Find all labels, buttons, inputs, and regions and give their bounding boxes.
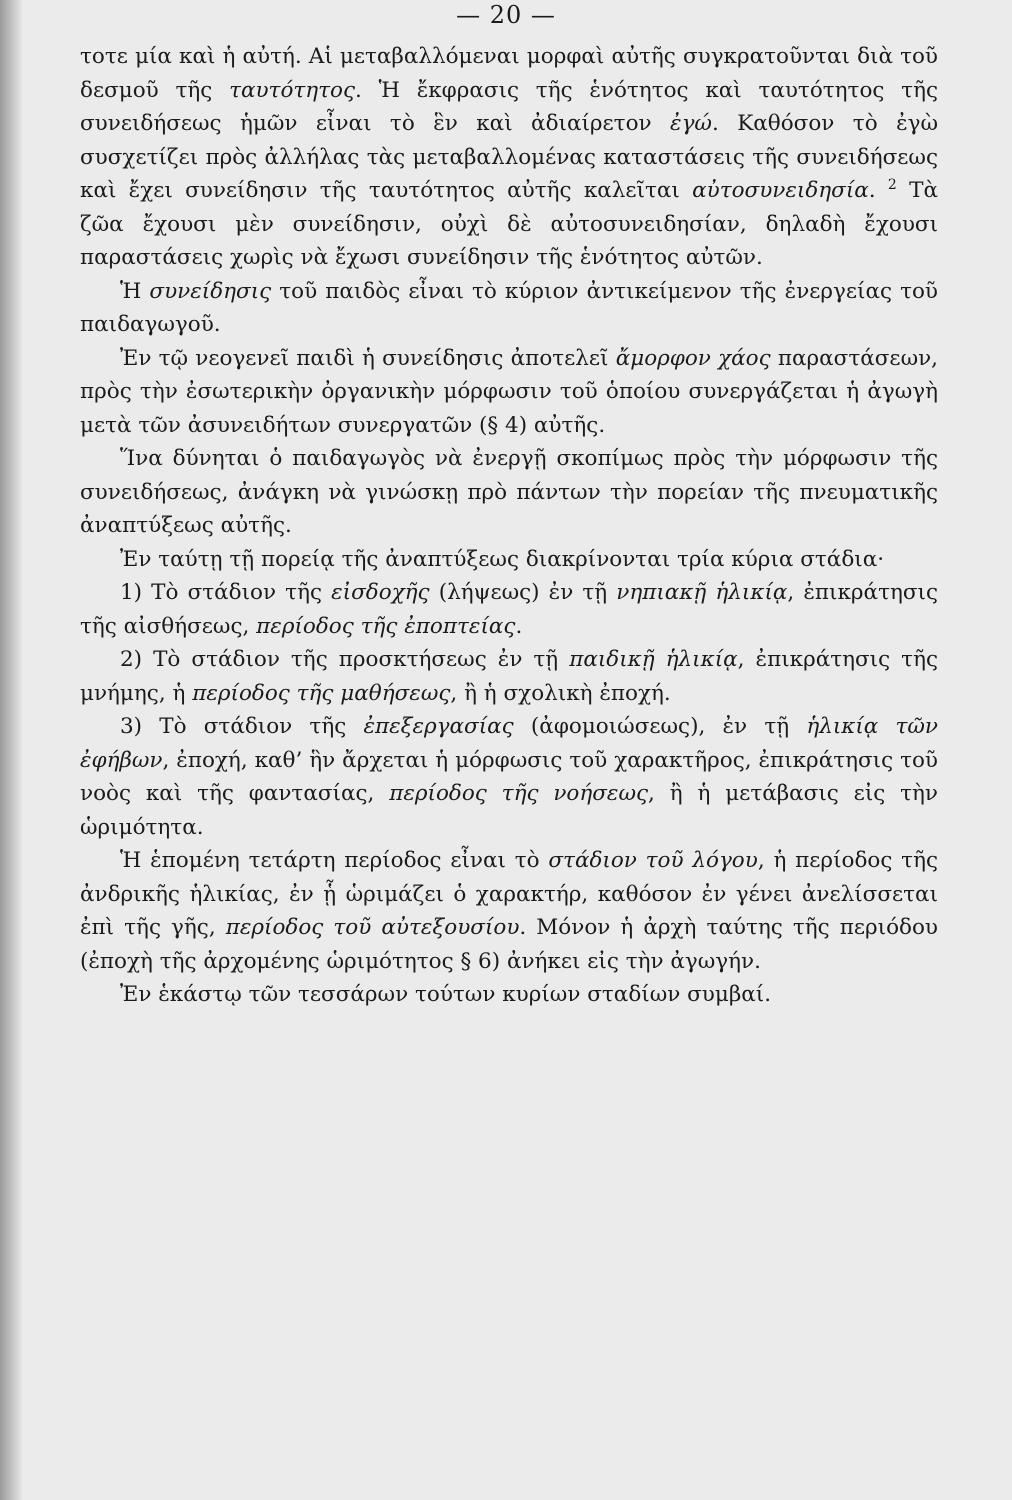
text-segment: . Μόνον ἡ ἀρχὴ ταύτης τῆς περιόδου (ἐποχὴ τῆς ἀρχομένης ὡριμότητος § 6) ἀνήκει εἰς τὴν ἀγωγήν. — [80, 915, 938, 974]
text-segment: Ἐν ταύτῃ τῇ πορείᾳ τῆς ἀναπτύξεως διακρίνονται τρία κύρια στάδια· — [120, 546, 885, 572]
text-segment: Ἡ ἑπομένη τετάρτη περίοδος εἶναι τὸ — [120, 848, 549, 873]
emphasized-text: περίοδος τοῦ αὐτεξουσίου — [225, 915, 520, 940]
paragraph-p1 — [80, 40, 938, 275]
text-segment: τοῦ παιδὸς εἶναι τὸ κύριον ἀντικείμενον τῆς ἐνεργείας τοῦ παιδαγωγοῦ. — [80, 278, 938, 337]
emphasized-text: περίοδος τῆς μαθήσεως — [192, 680, 451, 706]
text-segment: , ἐπικράτησις τῆς μνήμης, ἡ — [80, 647, 938, 706]
paragraph-p7 — [80, 643, 938, 710]
text-segment: . Καθόσον τὸ ἐγὼ συσχετίζει πρὸς ἀλλήλας τὰς μεταβαλλομένας καταστάσεις τῆς συνειδήσεως καὶ ἔχει συνείδησιν τῆς ταυτότητος αὐτῆς καλεῖται — [80, 111, 938, 203]
emphasized-text: εἰσδοχῆς — [331, 580, 430, 605]
text-segment: Ἡ — [120, 278, 150, 304]
text-segment: (λήψεως) ἐν τῇ — [429, 580, 617, 605]
footnote-marker: 2 — [887, 176, 897, 193]
text-segment: Τὰ ζῶα ἔχουσι μὲν συνείδησιν, οὐχὶ δὲ αὐτοσυνειδησίαν, δηλαδὴ ἔχουσι παραστάσεις χωρὶς νὰ ἔχωσι συνείδησιν τῆς ἑνότητος αὐτῶν. — [80, 178, 938, 270]
body-text — [80, 40, 938, 1012]
emphasized-text: αὐτοσυνειδησία — [692, 178, 869, 203]
emphasized-text: παιδικῇ ἡλικίᾳ — [569, 647, 738, 672]
text-segment: παραστάσεων, πρὸς τὴν ἐσωτερικὴν ὀργανικὴν μόρφωσιν τοῦ ὁποίου συνεργάζεται ἡ ἀγωγὴ μετὰ τῶν ἀσυνειδήτων συνεργατῶν (§ 4) αὐτῆς. — [80, 345, 938, 438]
text-segment: , ἢ ἡ μετάβασις εἰς τὴν ὡριμότητα. — [80, 781, 938, 840]
emphasized-text: ἐγώ — [670, 111, 712, 136]
paragraph-p8 — [80, 710, 938, 844]
text-segment: Ἵνα δύνηται ὁ παιδαγωγὸς νὰ ἐνεργῇ σκοπίμως πρὸς τὴν μόρφωσιν τῆς συνειδήσεως, ἀνάγκη νὰ γινώσκῃ πρὸ πάντων τὴν πορείαν τῆς πνευματικῆς ἀναπτύξεως αὐτῆς. — [80, 446, 938, 538]
paragraph-p5 — [80, 543, 938, 577]
text-segment: τοτε μία καὶ ἡ αὐτή. Αἱ μεταβαλλόμεναι μορφαὶ αὐτῆς συγκρατοῦνται διὰ τοῦ δεσμοῦ τῆς — [80, 44, 938, 103]
paragraph-p9 — [80, 844, 938, 978]
paragraph-p10 — [80, 978, 938, 1012]
emphasized-text: ἄμορφον χάος — [615, 345, 771, 371]
emphasized-text: ἐπεξεργασίας — [363, 714, 514, 739]
text-segment: 2) Τὸ στάδιον τῆς προσκτήσεως ἐν τῇ — [120, 647, 570, 672]
text-segment: , ἐποχή, καθ’ ἣν ἄρχεται ἡ μόρφωσις τοῦ χαρακτῆρος, ἐπικράτησις τοῦ νοὸς καὶ τῆς φαντασίας, — [80, 747, 938, 806]
emphasized-text: στάδιον τοῦ λόγου — [548, 848, 758, 873]
emphasized-text: ταυτότητος — [229, 77, 356, 103]
paragraph-p3 — [80, 342, 938, 443]
page-number: — 20 — — [456, 1, 556, 29]
text-segment: , ἐπικράτησις τῆς αἰσθήσεως, — [80, 580, 938, 639]
text-segment: (ἀφομοιώσεως), ἐν τῇ — [513, 714, 807, 739]
text-segment: , ἢ ἡ σχολικὴ ἐποχή. — [450, 680, 671, 706]
paragraph-p6 — [80, 576, 938, 643]
emphasized-text: περίοδος τῆς νοήσεως — [389, 781, 649, 806]
paragraph-p4 — [80, 442, 938, 543]
text-segment: 3) Τὸ στάδιον τῆς — [120, 714, 364, 739]
text-segment: . Ἡ ἔκφρασις τῆς ἑνότητος καὶ ταυτότητος τῆς συνειδήσεως ἡμῶν εἶναι τὸ ἓν καὶ ἀδιαίρετον — [80, 77, 938, 136]
text-segment: 1) Τὸ στάδιον τῆς — [120, 580, 332, 605]
emphasized-text: ἡλικίᾳ τῶν ἐφήβων — [80, 714, 938, 773]
text-segment: . — [868, 178, 888, 203]
emphasized-text: νηπιακῇ ἡλικίᾳ — [616, 580, 788, 605]
paragraph-p2 — [80, 275, 938, 342]
text-segment: Ἐν ἑκάστῳ τῶν τεσσάρων τούτων κυρίων σταδίων συμβαί. — [120, 982, 772, 1007]
text-segment: . — [515, 613, 523, 639]
emphasized-text: συνείδησις — [149, 278, 272, 304]
text-segment: , ἡ περίοδος τῆς ἀνδρικῆς ἡλικίας, ἐν ᾗ ὡριμάζει ὁ χαρακτήρ, καθόσον ἐν γένει ἀνελίσσεται ἐπὶ τῆς γῆς, — [80, 848, 939, 940]
emphasized-text: περίοδος τῆς ἐποπτείας — [256, 613, 516, 639]
text-segment: Ἐν τῷ νεογενεῖ παιδὶ ἡ συνείδησις ἀποτελεῖ — [120, 345, 616, 371]
